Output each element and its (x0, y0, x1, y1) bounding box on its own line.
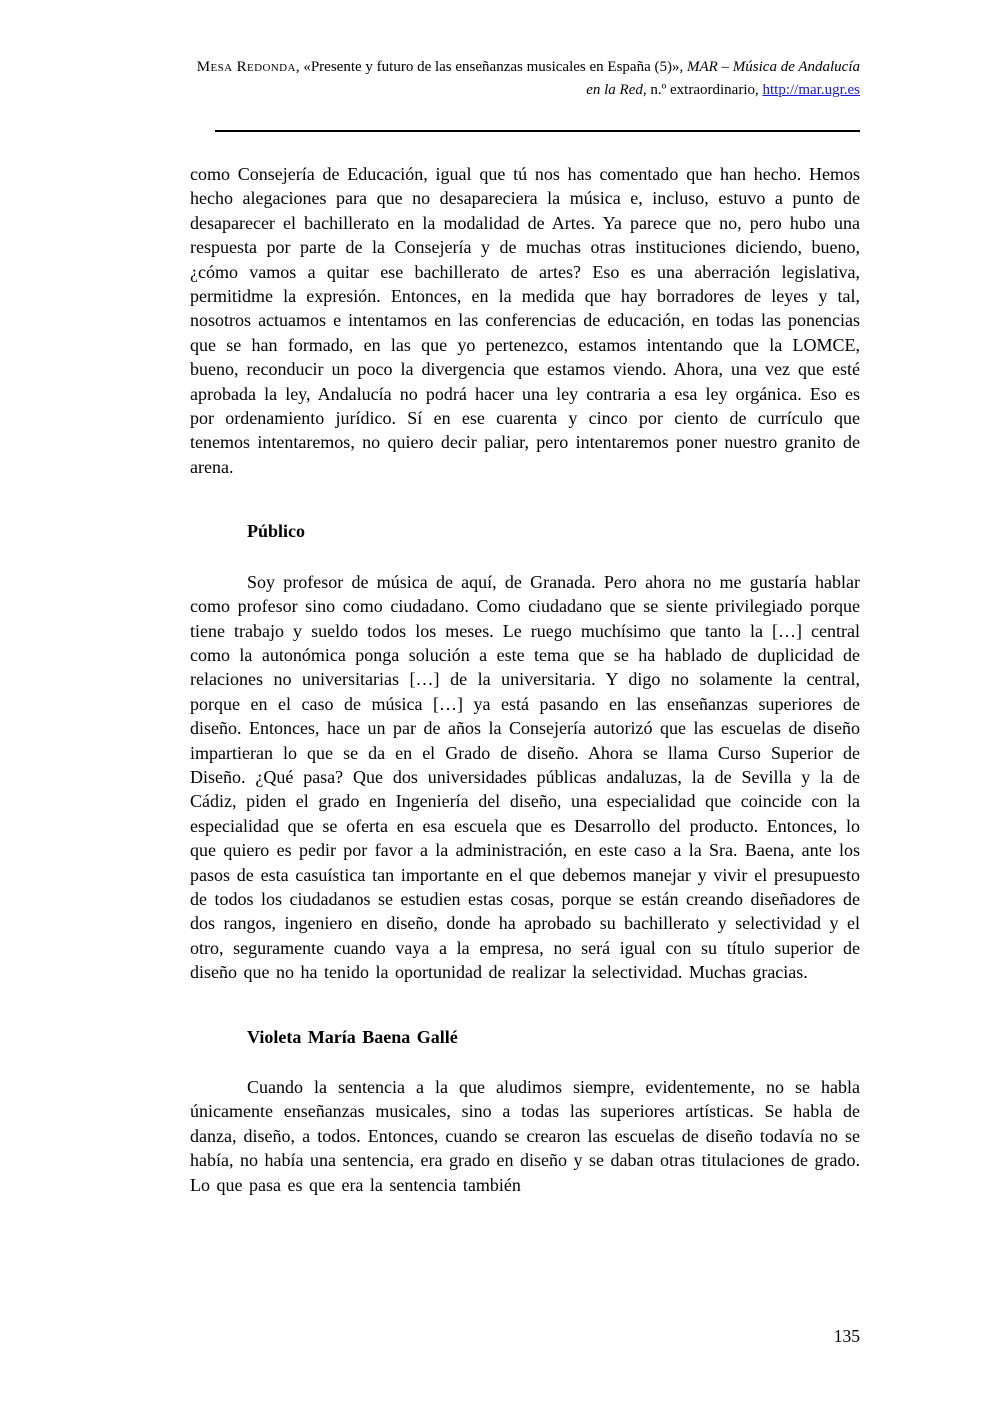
header-url-link[interactable]: http://mar.ugr.es (762, 82, 860, 98)
header-title-text: , «Presente y futuro de las enseñanzas musicales en España (5)», (295, 59, 687, 75)
document-body (190, 162, 860, 1197)
page-number: 135 (833, 1326, 860, 1346)
section-heading-violeta-baena: Violeta María Baena Gallé (247, 1026, 458, 1047)
paragraph-continuation: como Consejería de Educación, igual que tú nos has comentado que han hecho. Hemos hecho alegaciones para que no desapareciera la música e, incluso, estuvo a punto de desaparecer el bachillerato en la modalidad de Artes. Ya parece que no, pero hubo una respuesta por parte de la Consejería y de muchas otras instituciones diciendo, bueno, ¿cómo vamos a quitar ese bachillerato de artes? Eso es una aberración legislativa, permitidme la expresión. Entonces, en la medida que hay borradores de leyes y tal, nosotros actuamos e intentamos en las conferencias de educación, en todas las ponencias que se han formado, en las que yo pertenezco, estamos intentando que la LOMCE, bueno, reconducir un poco la divergencia que estamos viendo. Ahora, una vez que esté aprobada la ley, Andalucía no podrá hacer una ley contraria a esa ley orgánica. Eso es por ordenamiento jurídico. Sí en ese cuarenta y cinco por ciento de currículo que tenemos intentaremos, no quiero decir paliar, pero intentaremos poner nuestro granito de arena. (190, 164, 860, 477)
header-journal-name: MAR – Música de Andalucía en la Red (586, 59, 860, 98)
header-author: Mesa Redonda (196, 59, 296, 75)
header-issue-text: , n.º extraordinario, (642, 82, 763, 98)
citation-header (190, 56, 860, 102)
paragraph-violeta-baena: Cuando la sentencia a la que aludimos siempre, evidentemente, no se habla únicamente enseñanzas musicales, sino a todas las superiores artísticas. Se habla de danza, diseño, a todos. Entonces, cuando se crearon las escuelas de diseño todavía no se había, no había una sentencia, era grado en diseño y se daban otras titulaciones de grado. Lo que pasa es que era la sentencia también (190, 1077, 860, 1195)
header-divider-rule (215, 130, 860, 132)
paragraph-publico: Soy profesor de música de aquí, de Granada. Pero ahora no me gustaría hablar como profesor sino como ciudadano. Como ciudadano que se siente privilegiado porque tiene trabajo y sueldo todos los meses. Le ruego muchísimo que tanto la […] central como la autonómica ponga solución a este tema que se ha hablado de duplicidad de relaciones no universitarias […] de la universitaria. Y digo no solamente la central, porque en el caso de música […] ya está pasando en las enseñanzas superiores de diseño. Entonces, hace un par de años la Consejería autorizó que las escuelas de diseño impartieran lo que se da en el Grado de diseño. Ahora se llama Curso Superior de Diseño. ¿Qué pasa? Que dos universidades públicas andaluzas, la de Sevilla y la de Cádiz, piden el grado en Ingeniería del diseño, una especialidad que coincide con la especialidad que se oferta en esa escuela que es Desarrollo del producto. Entonces, lo que quiero es pedir por favor a la administración, en este caso a la Sra. Baena, ante los pasos de esta casuística tan importante en el que debemos manejar y vivir el presupuesto de todos los ciudadanos se estudien estas cosas, porque se están creando diseñadores de dos rangos, ingeniero en diseño, donde ha aprobado su bachillerato y selectividad y el otro, seguramente cuando vaya a la empresa, no será igual con su título superior de diseño que no ha tenido la oportunidad de realizar la selectividad. Muchas gracias. (190, 571, 860, 983)
section-heading-publico: Público (247, 521, 306, 542)
